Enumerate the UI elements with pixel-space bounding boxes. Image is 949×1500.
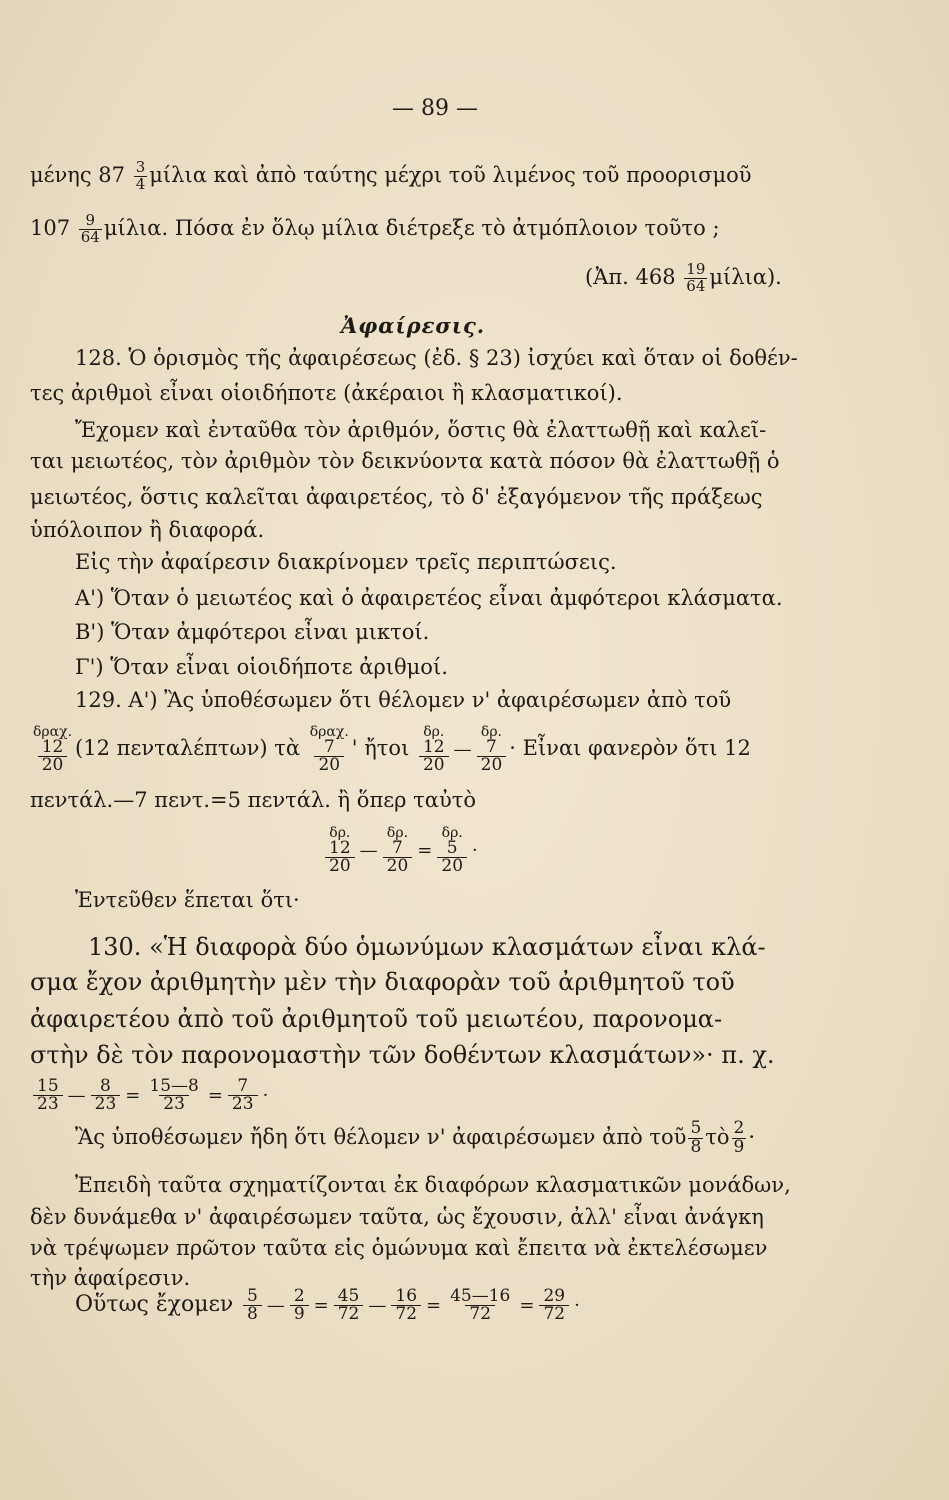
p130-line-9: τὴν ἀφαίρεσιν. — [30, 1266, 191, 1290]
p130-line-8: νὰ τρέψωμεν πρῶτον ταῦτα εἰς ὁμώνυμα καὶ ἔπειτα νὰ ἐκτελέσωμεν — [30, 1236, 768, 1260]
text-segment: 107 — [30, 215, 77, 240]
text-segment: (12 πενταλέπτων) τὰ — [75, 736, 307, 760]
p130-line-2: σμα ἔχον ἀριθμητὴν μὲν τὴν διαφορὰν τοῦ ἀριθμητοῦ τοῦ — [30, 968, 735, 996]
fraction: $\frac{7}{23}$ — [228, 1078, 258, 1113]
text-segment: · Εἶναι φανερὸν ὅτι 12 — [509, 736, 751, 760]
text-segment: (Ἀπ. 468 — [585, 264, 683, 289]
fraction: $\frac{45—16}{72}$ — [450, 1286, 511, 1324]
equals-sign: = — [426, 1294, 442, 1316]
equals-sign: = — [207, 1084, 223, 1106]
text-line-1 — [30, 160, 752, 193]
fraction: $\frac{8}{23}$ — [91, 1078, 121, 1113]
p128-line-3: Ἔχομεν καὶ ἐνταῦθα τὸν ἀριθμόν, ὅστις θὰ ἐλαττωθῇ καὶ καλεῖ- — [75, 418, 767, 442]
p129-line-3: πεντάλ.—7 πεντ.=5 πεντάλ. ἢ ὅπερ ταὐτὸ — [30, 788, 476, 812]
text-segment: · — [748, 1124, 756, 1149]
minus-sign: — — [368, 1294, 387, 1316]
minus-sign: — — [359, 839, 378, 861]
text-segment: ' ἤτοι — [351, 736, 416, 760]
fraction: δρ. 7 20 — [477, 725, 507, 774]
fraction: $\frac{15—8}{23}$ — [149, 1076, 199, 1114]
fraction: $\frac{45}{72}$ — [334, 1288, 364, 1323]
fraction: $\frac{29}{72}$ — [539, 1288, 569, 1323]
period: · — [262, 1084, 269, 1106]
p130-line-3: ἀφαιρετέου ἀπὸ τοῦ ἀριθμητοῦ τοῦ μειωτέου, παρονομα- — [30, 1005, 723, 1033]
equals-sign: = — [519, 1294, 535, 1316]
minus-sign: — — [266, 1294, 285, 1316]
p129-line-1: 129. Α') Ἂς ὑποθέσωμεν ὅτι θέλομεν ν' ἀφαιρέσωμεν ἀπὸ τοῦ — [75, 688, 732, 712]
page-number: — 89 — — [392, 96, 478, 121]
equals-sign: = — [125, 1084, 141, 1106]
p128-line-10: Γ') Ὅταν εἶναι οἱοιδήποτε ἀριθμοί. — [75, 655, 448, 679]
p130-line-7: δὲν δυνάμεθα ν' ἀφαιρέσωμεν ταῦτα, ὡς ἔχουσιν, ἀλλ' εἶναι ἀνάγκη — [30, 1205, 764, 1229]
fraction: $\frac{5}{8}$ — [243, 1288, 262, 1323]
text-line-2 — [30, 213, 720, 246]
p128-line-9: Β') Ὅταν ἀμφότεροι εἶναι μικτοί. — [75, 620, 430, 644]
text-segment: Ἂς ὑποθέσωμεν ἤδη ὅτι θέλομεν ν' ἀφαιρέσωμεν ἀπὸ τοῦ — [75, 1124, 687, 1149]
p129-equation — [322, 826, 480, 875]
fraction: $\frac{2}{9}$ — [733, 1118, 745, 1157]
period: · — [574, 1294, 580, 1316]
minus-sign: — — [453, 738, 472, 760]
p128-line-6: ὑπόλοιπον ἢ διαφορά. — [30, 518, 265, 542]
period: · — [472, 839, 478, 861]
fraction: $\frac{19}{64}$ — [686, 260, 706, 295]
p128-line-5: μειωτέος, ὅστις καλεῖται ἀφαιρετέος, τὸ δ' ἐξαγόμενον τῆς πράξεως — [30, 485, 763, 509]
fraction: $\frac{9}{64}$ — [80, 211, 100, 246]
p129-follows: Ἐντεῦθεν ἕπεται ὅτι· — [75, 888, 300, 912]
equals-sign: = — [313, 1294, 329, 1316]
text-segment: τὸ — [705, 1124, 730, 1149]
p130-line-6: Ἐπειδὴ ταῦτα σχηματίζονται ἐκ διαφόρων κλασματικῶν μονάδων, — [75, 1173, 791, 1197]
text-segment: μίλια). — [709, 264, 782, 289]
fraction: $\frac{3}{4}$ — [135, 158, 146, 193]
fraction: $\frac{16}{72}$ — [391, 1288, 421, 1323]
fraction: $\frac{15}{23}$ — [33, 1078, 63, 1113]
equals-sign: = — [417, 839, 433, 861]
p130-line-4: στὴν δὲ τὸν παρονομαστὴν τῶν δοθέντων κλασμάτων»· π. χ. — [30, 1041, 775, 1069]
text-segment: Οὕτως ἔχομεν — [75, 1292, 234, 1317]
fraction: δρ. 7 20 — [383, 826, 413, 875]
p130-final — [75, 1288, 582, 1323]
text-segment: μίλια. Πόσα ἐν ὅλῳ μίλια διέτρεξε τὸ ἀτμόπλοιον τοῦτο ; — [103, 215, 720, 240]
minus-sign: — — [67, 1084, 86, 1106]
p130-example — [30, 1078, 270, 1113]
text-segment: μένης 87 — [30, 162, 132, 187]
answer-line — [585, 262, 782, 295]
p128-line-1: 128. Ὁ ὁρισμὸς τῆς ἀφαιρέσεως (ἐδ. § 23) ἰσχύει καὶ ὅταν οἱ δοθέν- — [75, 346, 798, 370]
p129-line-2 — [30, 725, 751, 774]
fraction: δρ. 12 20 — [419, 725, 449, 774]
text-segment: μίλια καὶ ἀπὸ ταύτης μέχρι τοῦ λιμένος τοῦ προορισμοῦ — [149, 162, 752, 187]
p130-line-1: 130. «Ἡ διαφορὰ δύο ὁμωνύμων κλασμάτων εἶναι κλά- — [88, 933, 766, 961]
fraction: $\frac{2}{9}$ — [290, 1288, 309, 1323]
p128-line-8: Α') Ὅταν ὁ μειωτέος καὶ ὁ ἀφαιρετέος εἶναι ἀμφότεροι κλάσματα. — [75, 586, 783, 610]
fraction: δρ. 12 20 — [325, 826, 355, 875]
fraction: δραχ. 12 20 — [33, 724, 73, 775]
fraction: δραχ. 7 20 — [309, 724, 349, 775]
p128-line-7: Εἰς τὴν ἀφαίρεσιν διακρίνομεν τρεῖς περιπτώσεις. — [75, 550, 617, 574]
p130-line-5 — [75, 1120, 755, 1157]
section-title: Ἀφαίρεσις. — [341, 313, 486, 338]
p128-line-2: τες ἀριθμοὶ εἶναι οἱοιδήποτε (ἀκέραιοι ἢ κλασματικοί). — [30, 381, 623, 405]
fraction: $\frac{5}{8}$ — [690, 1118, 702, 1157]
fraction: δρ. 5 20 — [437, 826, 467, 875]
p128-line-4: ται μειωτέος, τὸν ἀριθμὸν τὸν δεικνύοντα κατὰ πόσον θὰ ἐλαττωθῇ ὁ — [30, 449, 780, 473]
